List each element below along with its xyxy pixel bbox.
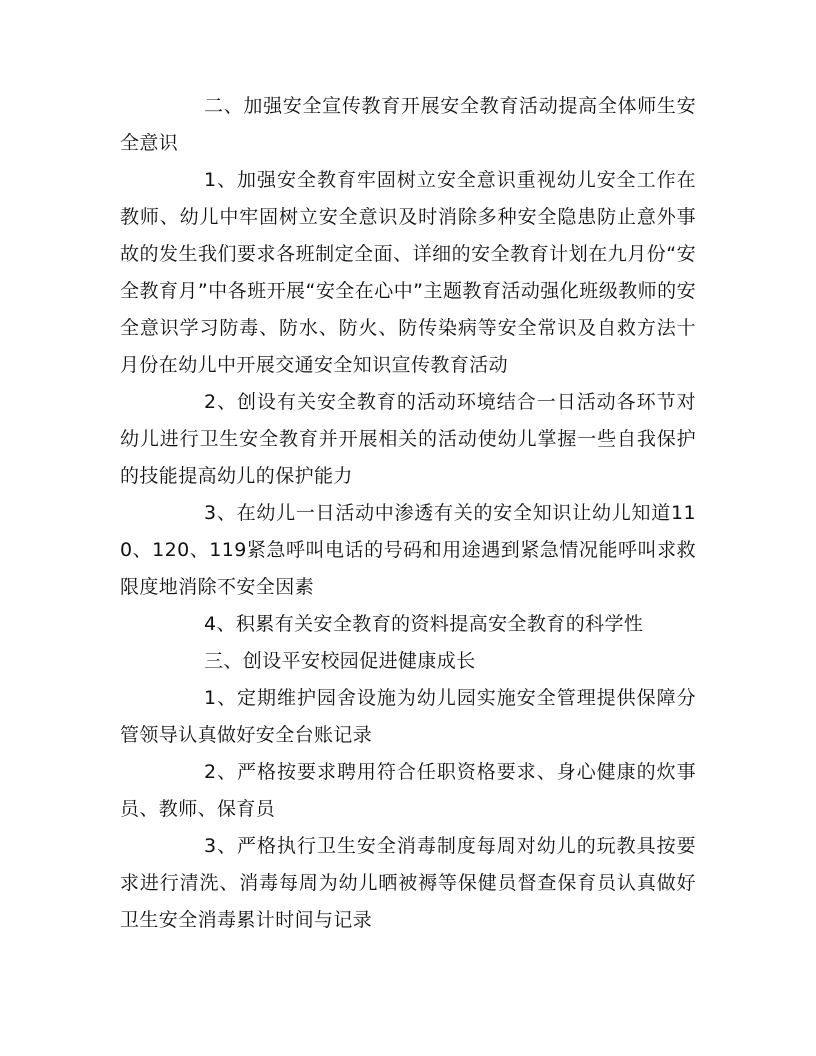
paragraph-2-2: 2、创设有关安全教育的活动环境结合一日活动各环节对幼儿进行卫生安全教育并开展相关的活动使幼儿掌握一些自我保护的技能提高幼儿的保护能力 [120, 391, 696, 487]
paragraph-2-3: 3、在幼儿一日活动中渗透有关的安全知识让幼儿知道110、120、119紧急呼叫电话的号码和用途遇到紧急情况能呼叫求救限度地消除不安全因素 [120, 502, 696, 598]
paragraph-3-2: 2、严格按要求聘用符合任职资格要求、身心健康的炊事员、教师、保育员 [120, 761, 696, 820]
paragraph-3-3: 3、严格执行卫生安全消毒制度每周对幼儿的玩教具按要求进行清洗、消毒每周为幼儿晒被褥等保健员督查保育员认真做好卫生安全消毒累计时间与记录 [120, 835, 696, 931]
paragraph-3-1: 1、定期维护园舍设施为幼儿园实施安全管理提供保障分管领导认真做好安全台账记录 [120, 687, 696, 746]
section-heading-2: 二、加强安全宣传教育开展安全教育活动提高全体师生安全意识 [120, 95, 696, 154]
paragraph-2-1: 1、加强安全教育牢固树立安全意识重视幼儿安全工作在教师、幼儿中牢固树立安全意识及时消除多种安全隐患防止意外事故的发生我们要求各班制定全面、详细的安全教育计划在九月份“安全教育月”中各班开展“安全在心中”主题教育活动强化班级教师的安全意识学习防毒、防水、防火、防传染病等安全常识及自救方法十月份在幼儿中开展交通安全知识宣传教育活动 [120, 169, 696, 376]
document-body [120, 88, 696, 939]
section-heading-3: 三、创设平安校园促进健康成长 [204, 650, 476, 672]
paragraph-2-4: 4、积累有关安全教育的资料提高安全教育的科学性 [204, 613, 644, 635]
